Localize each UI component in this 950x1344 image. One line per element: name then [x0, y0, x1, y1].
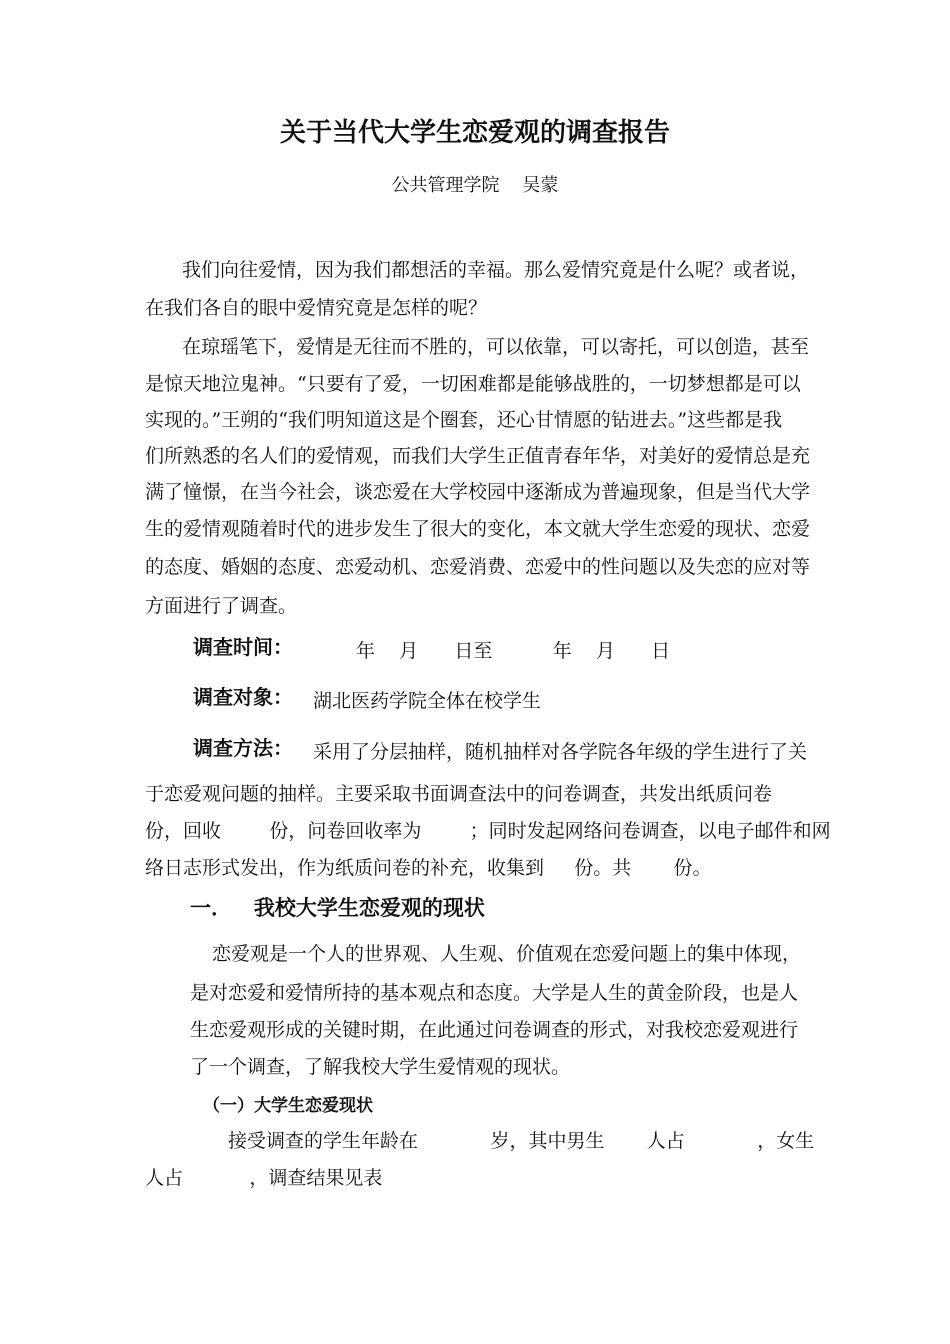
- intro-p2-line: 满了憧憬，在当今社会，谈恋爱在大学校园中逐渐成为普遍现象，但是当代大学: [145, 481, 811, 503]
- intro-p2-line: 方面进行了调查。: [145, 595, 298, 617]
- subsection-para-line: 接受调查的学生年龄在 岁，其中男生 人占 ，女生: [228, 1130, 815, 1152]
- page-title: 关于当代大学生恋爱观的调查报告: [279, 118, 670, 148]
- survey-method-label: 调查方法：: [193, 736, 293, 760]
- intro-p2-line: 是惊天地泣鬼神。“只要有了爱，一切困难都是能够战胜的，一切梦想都是可以: [145, 373, 801, 395]
- intro-p2-line: 生的爱情观随着时代的进步发生了很大的变化，本文就大学生恋爱的现状、恋爱: [145, 518, 811, 540]
- intro-p2-line: 的态度、婚姻的态度、恋爱动机、恋爱消费、恋爱中的性问题以及失恋的应对等: [145, 556, 811, 578]
- survey-method-line: 采用了分层抽样，随机抽样对各学院各年级的学生进行了关: [313, 741, 808, 763]
- subsection-para-line: 人占 ，调查结果见表: [145, 1167, 383, 1189]
- author-byline: 公共管理学院 吴蒙: [391, 175, 559, 196]
- intro-p2-line: 实现的。”王朔的“我们明知道这是个圈套，还心甘情愿的钻进去。”这些都是我: [145, 409, 783, 431]
- subsection-heading: （一）大学生恋爱现状: [203, 1096, 373, 1116]
- intro-p1-line: 在我们各自的眼中爱情究竟是怎样的呢？: [145, 297, 488, 319]
- survey-method-line: 络日志形式发出，作为纸质问卷的补充，收集到 份。共 份。: [145, 857, 712, 879]
- intro-p2-line: 在琼瑶笔下，爱情是无往而不胜的，可以依靠，可以寄托，可以创造，甚至: [182, 336, 810, 358]
- survey-object-label: 调查对象：: [193, 685, 293, 709]
- survey-method-line: 于恋爱观问题的抽样。主要采取书面调查法中的问卷调查，共发出纸质问卷: [145, 783, 773, 805]
- section1-para-line: 是对恋爱和爱情所持的基本观点和态度。大学是人生的黄金阶段，也是人: [190, 982, 799, 1004]
- section1-para-line: 生恋爱观形成的关键时期，在此通过问卷调查的形式，对我校恋爱观进行: [190, 1019, 799, 1041]
- intro-p2-line: 们所熟悉的名人们的爱情观，而我们大学生正值青春年华，对美好的爱情总是充: [145, 445, 811, 467]
- section1-para-line: 恋爱观是一个人的世界观、人生观、价值观在恋爱问题上的集中体现，: [212, 943, 802, 965]
- survey-time-value: 年 月 日至 年 月 日: [356, 640, 671, 662]
- intro-p1-line: 我们向往爱情，因为我们都想活的幸福。那么爱情究竟是什么呢？或者说，: [182, 259, 810, 281]
- survey-time-label: 调查时间：: [193, 635, 293, 659]
- section-heading: 一． 我校大学生恋爱观的现状: [190, 896, 485, 920]
- survey-object-value: 湖北医药学院全体在校学生: [313, 690, 542, 712]
- section1-para-line: 了一个调查，了解我校大学生爱情观的现状。: [190, 1056, 571, 1078]
- survey-method-line: 份，回收 份，问卷回收率为 ；同时发起网络问卷调查，以电子邮件和网: [145, 820, 831, 842]
